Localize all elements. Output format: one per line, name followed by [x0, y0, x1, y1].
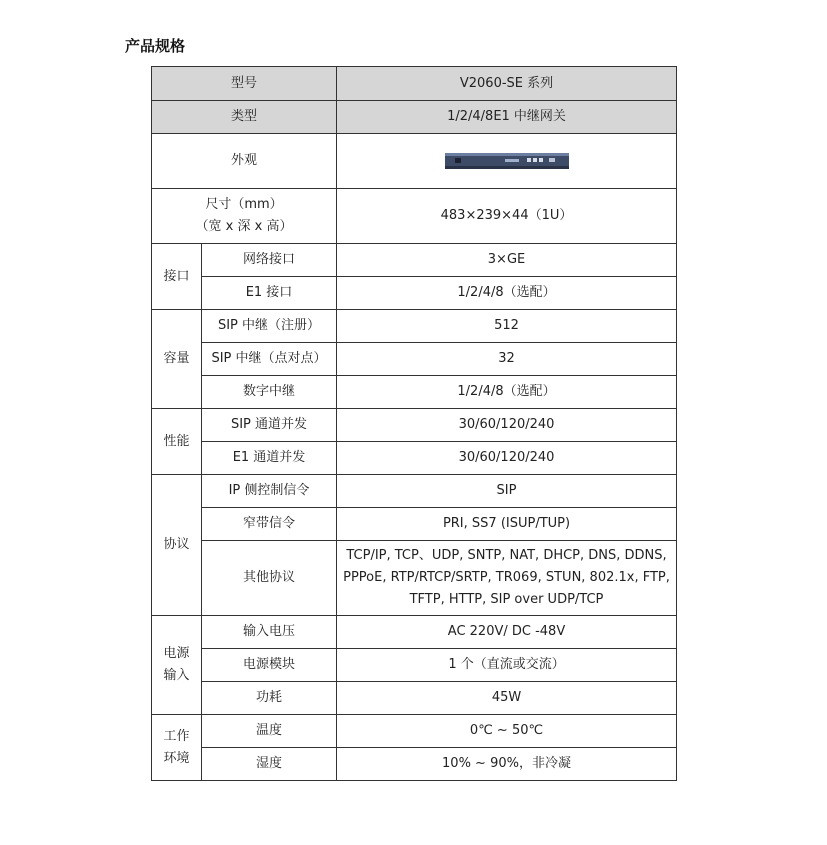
table-row-type	[152, 101, 677, 134]
environment-label: 湿度	[202, 748, 337, 781]
table-row	[152, 715, 677, 748]
performance-group: 性能	[152, 409, 202, 475]
dimensions-value: 483×239×44（1U）	[337, 189, 677, 244]
other-protocols-value	[337, 541, 677, 616]
capacity-label: SIP 中继（点对点）	[202, 343, 337, 376]
type-label: 类型	[152, 101, 337, 134]
page-title: 产品规格	[125, 37, 186, 55]
power-value: 45W	[337, 682, 677, 715]
power-label: 功耗	[202, 682, 337, 715]
environment-group-line1: 工作	[163, 728, 190, 744]
model-label: 型号	[152, 67, 337, 101]
dimensions-label	[152, 189, 337, 244]
environment-value: 10% ~ 90%，非冷凝	[337, 748, 677, 781]
table-row-dimensions	[152, 189, 677, 244]
interface-value: 1/2/4/8（选配）	[337, 277, 677, 310]
protocol-value: SIP	[337, 475, 677, 508]
other-protocols-line: TFTP, HTTP, SIP over UDP/TCP	[409, 592, 604, 607]
power-group-line2: 输入	[163, 668, 190, 683]
table-row	[152, 376, 677, 409]
table-row	[152, 508, 677, 541]
environment-group-line2: 环境	[163, 750, 190, 766]
environment-label: 温度	[202, 715, 337, 748]
appearance-label: 外观	[152, 134, 337, 189]
performance-label: SIP 通道并发	[202, 409, 337, 442]
dimensions-label-line2: （宽 x 深 x 高）	[195, 219, 293, 234]
protocol-label: 窄带信令	[202, 508, 337, 541]
environment-value: 0℃ ~ 50℃	[337, 715, 677, 748]
table-row-model	[152, 67, 677, 101]
power-value: AC 220V/ DC -48V	[337, 616, 677, 649]
other-protocols-line: PPPoE, RTP/RTCP/SRTP, TR069, STUN, 802.1x, FTP,	[343, 570, 670, 585]
power-label: 输入电压	[202, 616, 337, 649]
protocol-label: 其他协议	[202, 541, 337, 616]
table-row	[152, 541, 677, 616]
table-row	[152, 748, 677, 781]
capacity-value: 512	[337, 310, 677, 343]
capacity-value: 32	[337, 343, 677, 376]
performance-value: 30/60/120/240	[337, 409, 677, 442]
device-image	[445, 150, 569, 172]
capacity-value: 1/2/4/8（选配）	[337, 376, 677, 409]
environment-group	[152, 715, 202, 781]
type-value: 1/2/4/8E1 中继网关	[337, 101, 677, 134]
power-group	[152, 616, 202, 715]
protocol-value: PRI, SS7 (ISUP/TUP)	[337, 508, 677, 541]
table-row	[152, 343, 677, 376]
table-row	[152, 277, 677, 310]
power-group-line1: 电源	[163, 646, 190, 661]
performance-label: E1 通道并发	[202, 442, 337, 475]
spec-table	[151, 66, 677, 781]
table-row	[152, 244, 677, 277]
power-label: 电源模块	[202, 649, 337, 682]
power-value: 1 个（直流或交流）	[337, 649, 677, 682]
capacity-label: SIP 中继（注册）	[202, 310, 337, 343]
protocol-label: IP 侧控制信令	[202, 475, 337, 508]
capacity-group: 容量	[152, 310, 202, 409]
interface-value: 3×GE	[337, 244, 677, 277]
table-row	[152, 310, 677, 343]
table-row	[152, 442, 677, 475]
performance-value: 30/60/120/240	[337, 442, 677, 475]
table-row	[152, 649, 677, 682]
table-row	[152, 475, 677, 508]
table-row	[152, 682, 677, 715]
appearance-value	[337, 134, 677, 189]
other-protocols-line: TCP/IP, TCP、UDP, SNTP, NAT, DHCP, DNS, DDNS,	[346, 548, 667, 563]
dimensions-label-line1: 尺寸（mm）	[205, 197, 283, 212]
interface-group: 接口	[152, 244, 202, 310]
capacity-label: 数字中继	[202, 376, 337, 409]
model-value: V2060-SE 系列	[337, 67, 677, 101]
interface-label: 网络接口	[202, 244, 337, 277]
table-row	[152, 409, 677, 442]
table-row-appearance	[152, 134, 677, 189]
interface-label: E1 接口	[202, 277, 337, 310]
protocol-group: 协议	[152, 475, 202, 616]
table-row	[152, 616, 677, 649]
